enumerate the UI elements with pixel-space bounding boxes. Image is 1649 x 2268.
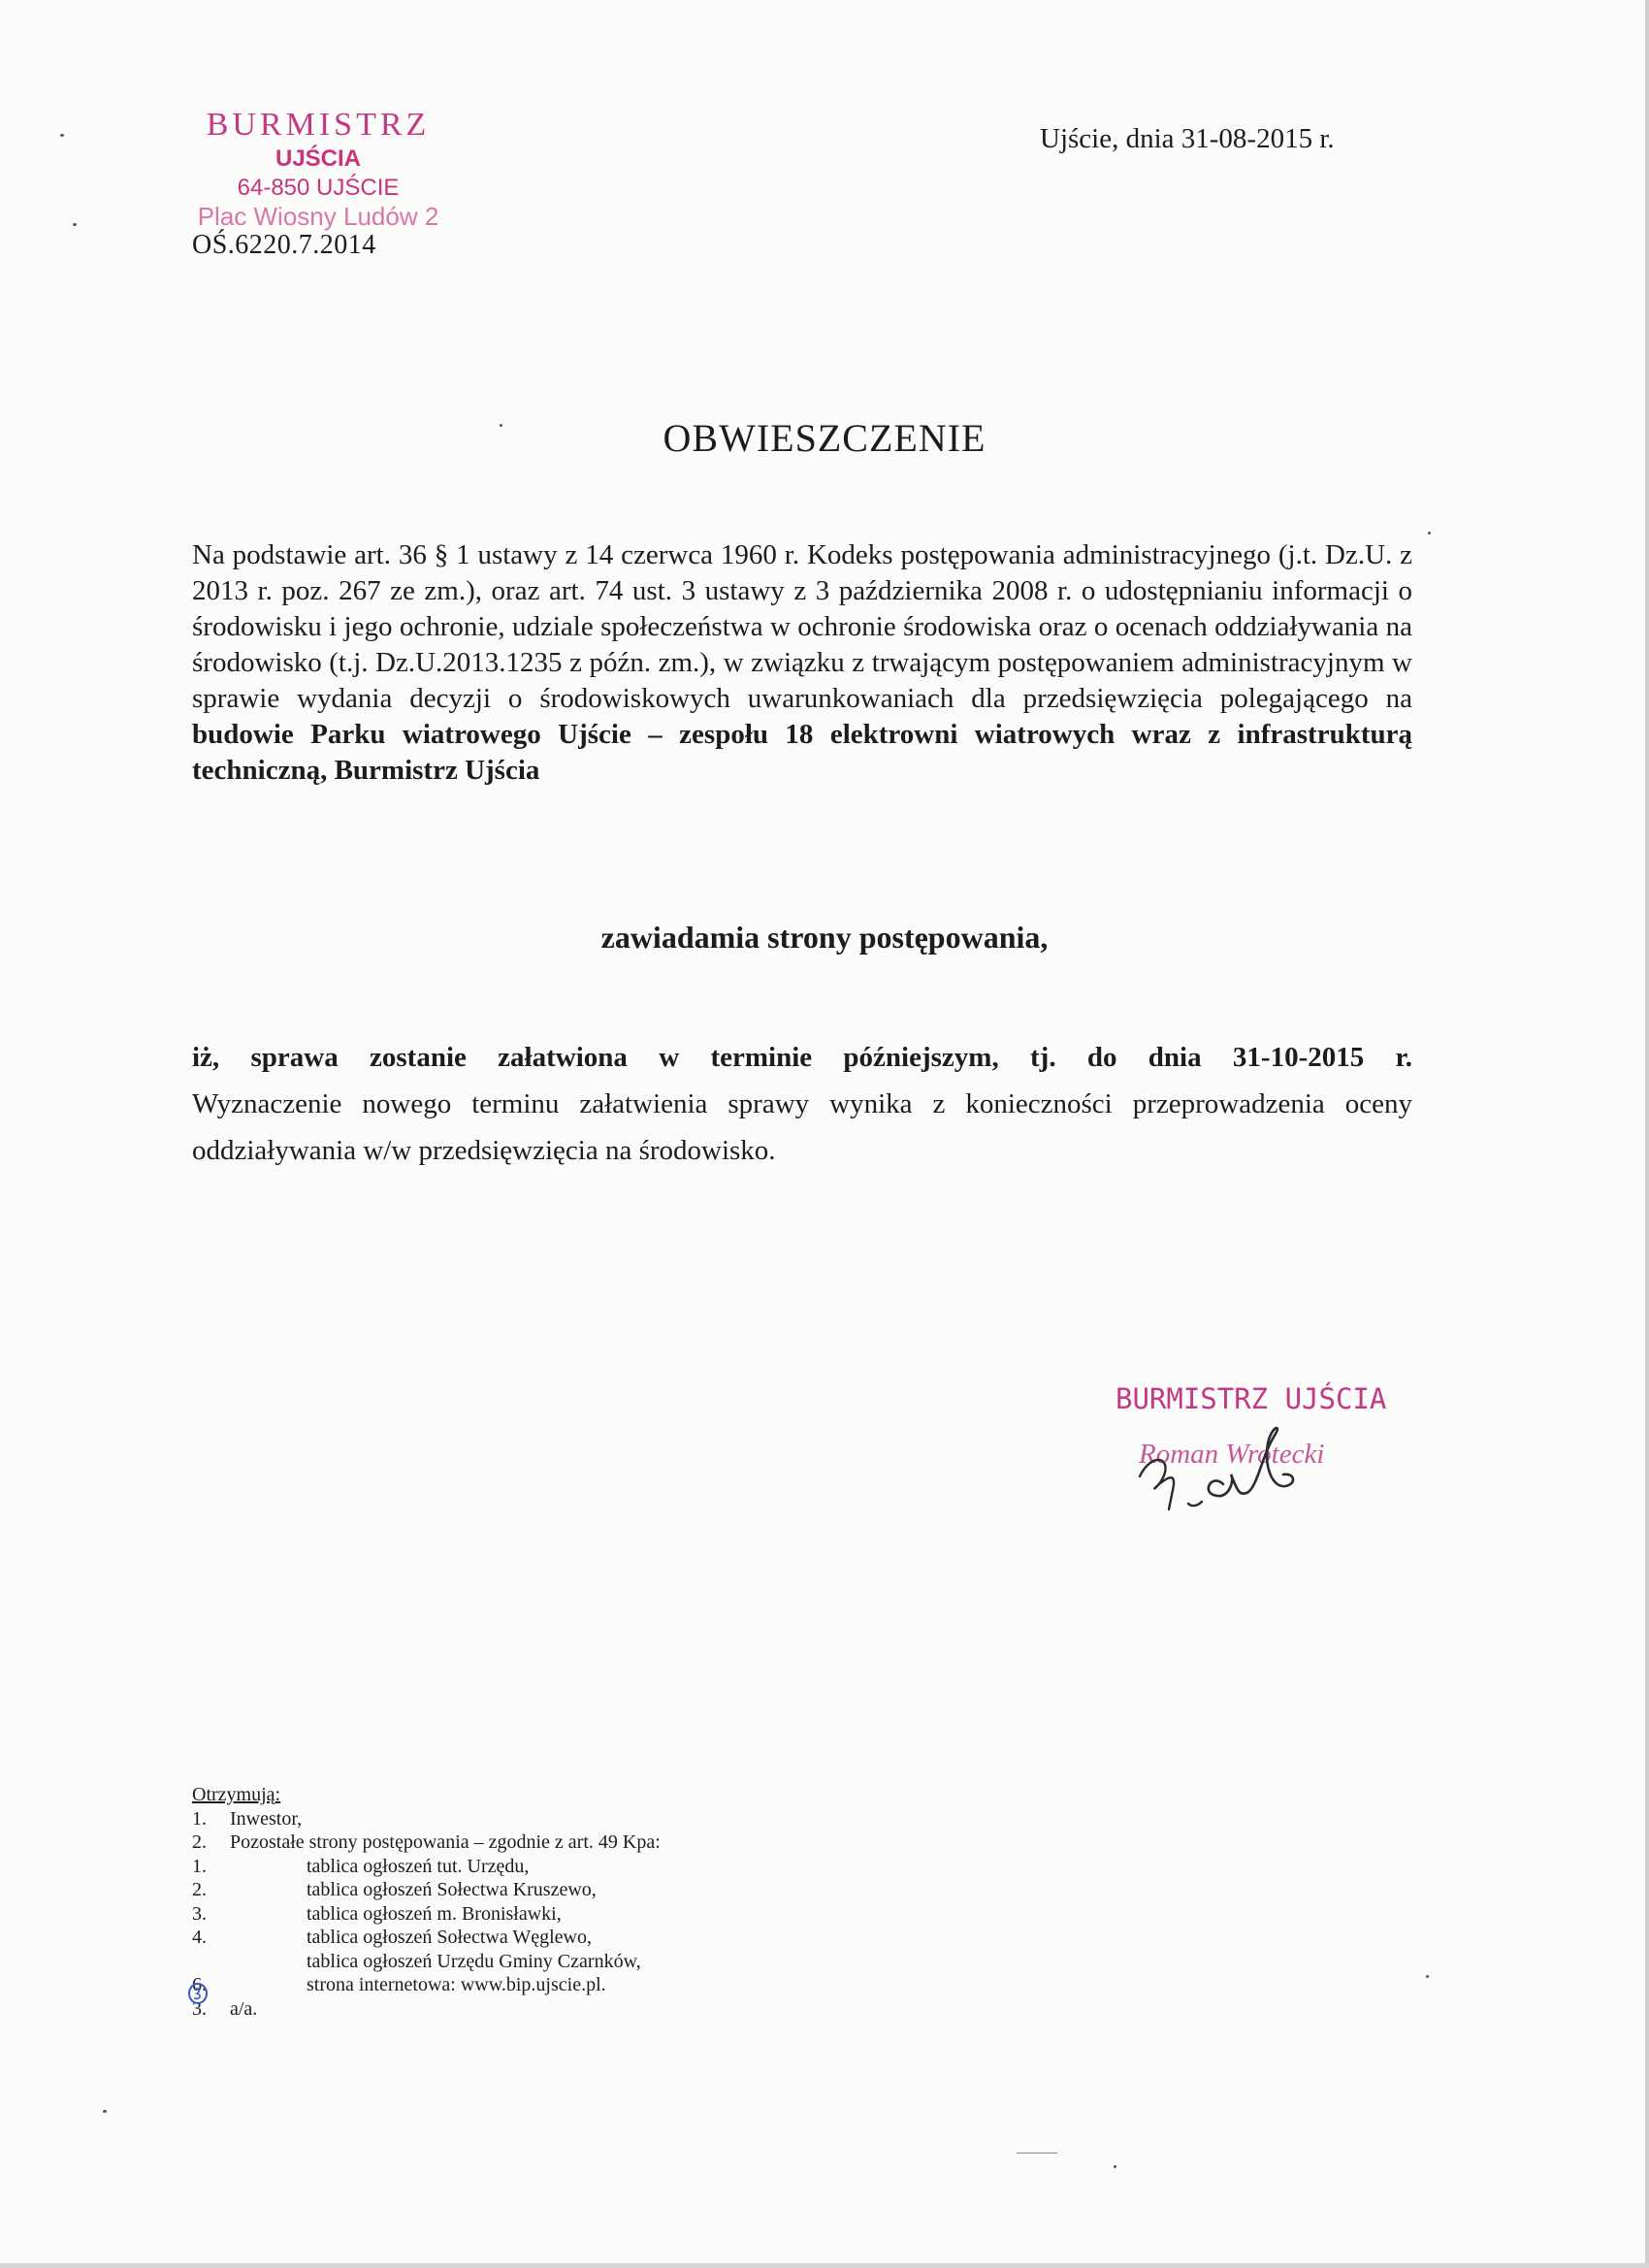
- scan-speck: [1426, 1975, 1429, 1978]
- recipient-text: tablica ogłoszeń tut. Urzędu,: [307, 1855, 530, 1877]
- scan-edge-right: [1645, 0, 1649, 2268]
- recipient-item: [192, 1926, 661, 1950]
- recipient-number: 1.: [192, 1855, 207, 1877]
- announcement: zawiadamia strony postępowania,: [600, 920, 1049, 955]
- recipient-item: [192, 1807, 661, 1831]
- recipient-text: tablica ogłoszeń Sołectwa Kruszewo,: [307, 1879, 597, 1900]
- stamp-street: Plac Wiosny Ludów 2: [197, 202, 439, 231]
- recipient-number: 2.: [192, 1879, 207, 1900]
- statement-lead: iż, sprawa zostanie załatwiona w terminie późniejszym, tj. do dnia 31-10-2015 r.: [192, 1042, 1412, 1073]
- recipient-item: [192, 1855, 661, 1879]
- scan-speck: [1114, 2165, 1116, 2168]
- recipient-number: 4.: [192, 1927, 207, 1948]
- recipients-heading: Otrzymują:: [192, 1784, 281, 1805]
- recipient-text: tablica ogłoszeń m. Bronisławki,: [307, 1902, 562, 1925]
- stamp-postal: 64-850 UJŚCIE: [237, 175, 400, 201]
- recipient-text: Pozostałe strony postępowania – zgodnie z art. 49 Kpa:: [230, 1831, 661, 1853]
- recipient-number: 3.: [192, 1997, 207, 2020]
- stamp-city: UJŚCIA: [275, 146, 362, 172]
- recipient-item: [192, 1997, 661, 2022]
- signature-title: BURMISTRZ UJŚCIA: [1116, 1382, 1387, 1415]
- recipient-number: [192, 1950, 230, 1974]
- office-stamp: [163, 107, 473, 232]
- stamp-title: BURMISTRZ: [206, 107, 431, 143]
- document-title: OBWIESZCZENIE: [663, 416, 986, 460]
- recipient-number: 3.: [192, 1902, 207, 1925]
- recipient-number: 1.: [192, 1807, 207, 1830]
- statement-text: Wyznaczenie nowego terminu załatwienia sprawy wynika z konieczności przeprowadzenia oceny oddziaływania w/w przedsięwzięcia na środowisko.: [192, 1088, 1412, 1166]
- recipient-text: tablica ogłoszeń Urzędu Gminy Czarnków,: [307, 1950, 641, 1972]
- recipient-item: [192, 1973, 661, 1997]
- recipient-item: [192, 1950, 661, 1974]
- recipient-item: [192, 1831, 661, 1855]
- recipient-text: strona internetowa: www.bip.ujscie.pl.: [307, 1974, 606, 1995]
- handwritten-signature: [1130, 1416, 1382, 1523]
- place-date: Ujście, dnia 31-08-2015 r.: [1040, 123, 1335, 154]
- body-text: Na podstawie art. 36 § 1 ustawy z 14 czerwca 1960 r. Kodeks postępowania administracyjnego (j.t. Dz.U. z 2013 r. poz. 267 ze zm.), oraz art. 74 ust. 3 ustawy z 3 października 2008 r. o udostępnianiu informacji o środowisku i jego ochronie, udziale społeczeństwa w ochronie środowiska oraz o ocenach oddziaływania na środowisko (t.j. Dz.U.2013.1235 z późn. zm.), w związku z trwającym postępowaniem administracyjnym w sprawie wydania decyzji o środowiskowych uwarunkowaniach dla przedsięwzięcia polegającego na: [192, 539, 1412, 714]
- recipient-item: [192, 1902, 661, 1927]
- body-paragraph: [192, 537, 1412, 789]
- scan-speck: [1428, 532, 1431, 535]
- scan-speck: [73, 223, 77, 226]
- scan-mark: [1017, 2153, 1057, 2154]
- scan-edge-bottom: [0, 2263, 1649, 2268]
- statement: [192, 1034, 1412, 1174]
- recipient-text: tablica ogłoszeń Sołectwa Węglewo,: [307, 1927, 592, 1948]
- scan-speck: [500, 424, 502, 427]
- recipient-number: 2.: [192, 1831, 207, 1853]
- scan-speck: [60, 134, 64, 137]
- recipient-item: [192, 1878, 661, 1902]
- recipients-list: [192, 1783, 661, 2021]
- body-bold-text: budowie Parku wiatrowego Ujście – zespołu 18 elektrowni wiatrowych wraz z infrastrukturą techniczną, Burmistrz Ujścia: [192, 719, 1412, 786]
- case-number: OŚ.6220.7.2014: [192, 230, 376, 260]
- scan-speck: [103, 2110, 107, 2113]
- recipient-text: Inwestor,: [230, 1807, 303, 1830]
- recipient-number: 6.: [192, 1974, 207, 1995]
- recipient-text: a/a.: [230, 1997, 258, 2020]
- handwritten-circle-mark: [187, 1982, 209, 2005]
- signature-name: Roman Wrotecki: [1139, 1439, 1325, 1470]
